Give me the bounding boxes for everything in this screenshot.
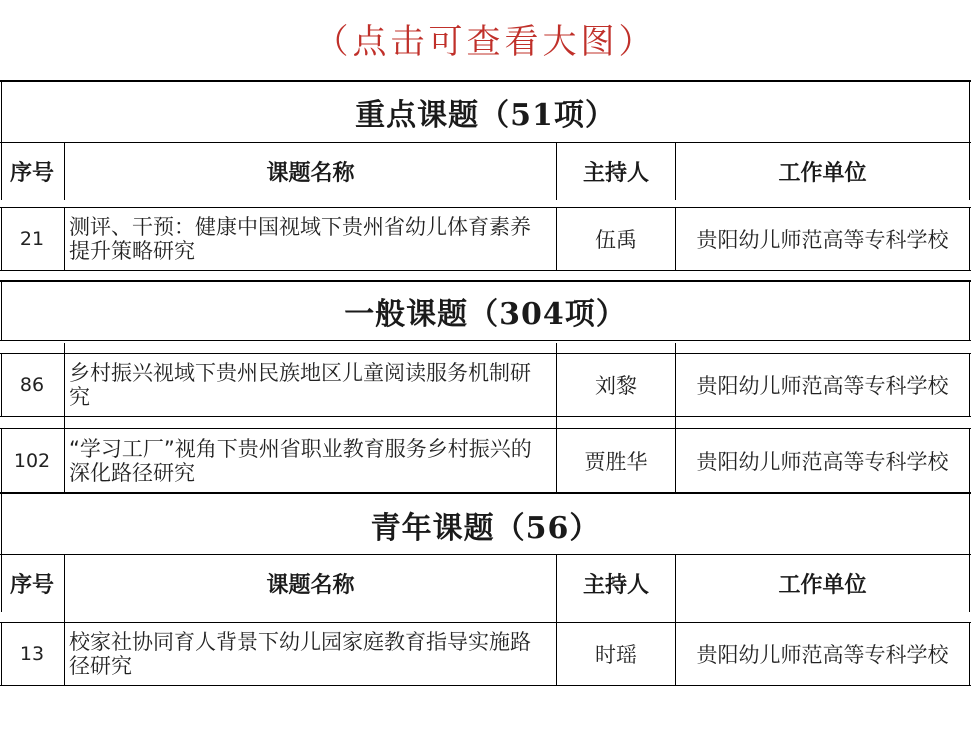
table-row-host: 刘黎 (595, 374, 637, 398)
section-title-key: 重点课题（51项） (355, 98, 616, 133)
table-row-host: 伍禹 (595, 228, 637, 252)
table-border (0, 416, 971, 417)
table-row-seq: 102 (13, 449, 51, 472)
section-title-general: 一般课题（304项） (344, 297, 627, 332)
table-row-topic: 测评、干预：健康中国视域下贵州省幼儿体育素养提升策略研究 (69, 215, 531, 263)
table-border (969, 622, 970, 685)
table-border (969, 207, 970, 270)
table-border (0, 685, 971, 686)
table-row-seq: 21 (19, 228, 45, 250)
table-row-host: 贾胜华 (584, 449, 648, 474)
header-topic: 课题名称 (266, 572, 355, 598)
header-unit: 工作单位 (778, 572, 867, 598)
table-border (969, 428, 970, 492)
table-row-topic: 校家社协同育人背景下幼儿园家庭教育指导实施路径研究 (69, 630, 531, 678)
table-row-seq: 13 (19, 643, 45, 665)
table-row-topic: 乡村振兴视域下贵州民族地区儿童阅读服务机制研究 (69, 361, 531, 409)
table-border (969, 143, 970, 200)
table-row-seq: 86 (19, 374, 45, 396)
header-seq: 序号 (9, 160, 54, 186)
table-border (0, 340, 971, 341)
table-border (0, 492, 971, 494)
table-row-unit: 贵阳幼儿师范高等专科学校 (696, 374, 949, 398)
view-large-image-link[interactable]: （点击可查看大图） (314, 22, 657, 62)
table-row-unit: 贵阳幼儿师范高等专科学校 (696, 449, 949, 474)
header-host: 主持人 (582, 572, 649, 598)
table-border (0, 270, 971, 271)
header-unit: 工作单位 (778, 160, 867, 186)
table-border (969, 555, 970, 612)
table-row-unit: 贵阳幼儿师范高等专科学校 (696, 643, 949, 667)
section-title-youth: 青年课题（56） (370, 511, 601, 546)
header-topic: 课题名称 (266, 160, 355, 186)
table-row-unit: 贵阳幼儿师范高等专科学校 (696, 228, 949, 252)
table-row-topic: “学习工厂”视角下贵州省职业教育服务乡村振兴的深化路径研究 (69, 436, 532, 485)
table-border (969, 353, 970, 416)
header-seq: 序号 (9, 572, 54, 598)
header-host: 主持人 (582, 160, 649, 186)
table-row-host: 时瑶 (595, 643, 637, 667)
